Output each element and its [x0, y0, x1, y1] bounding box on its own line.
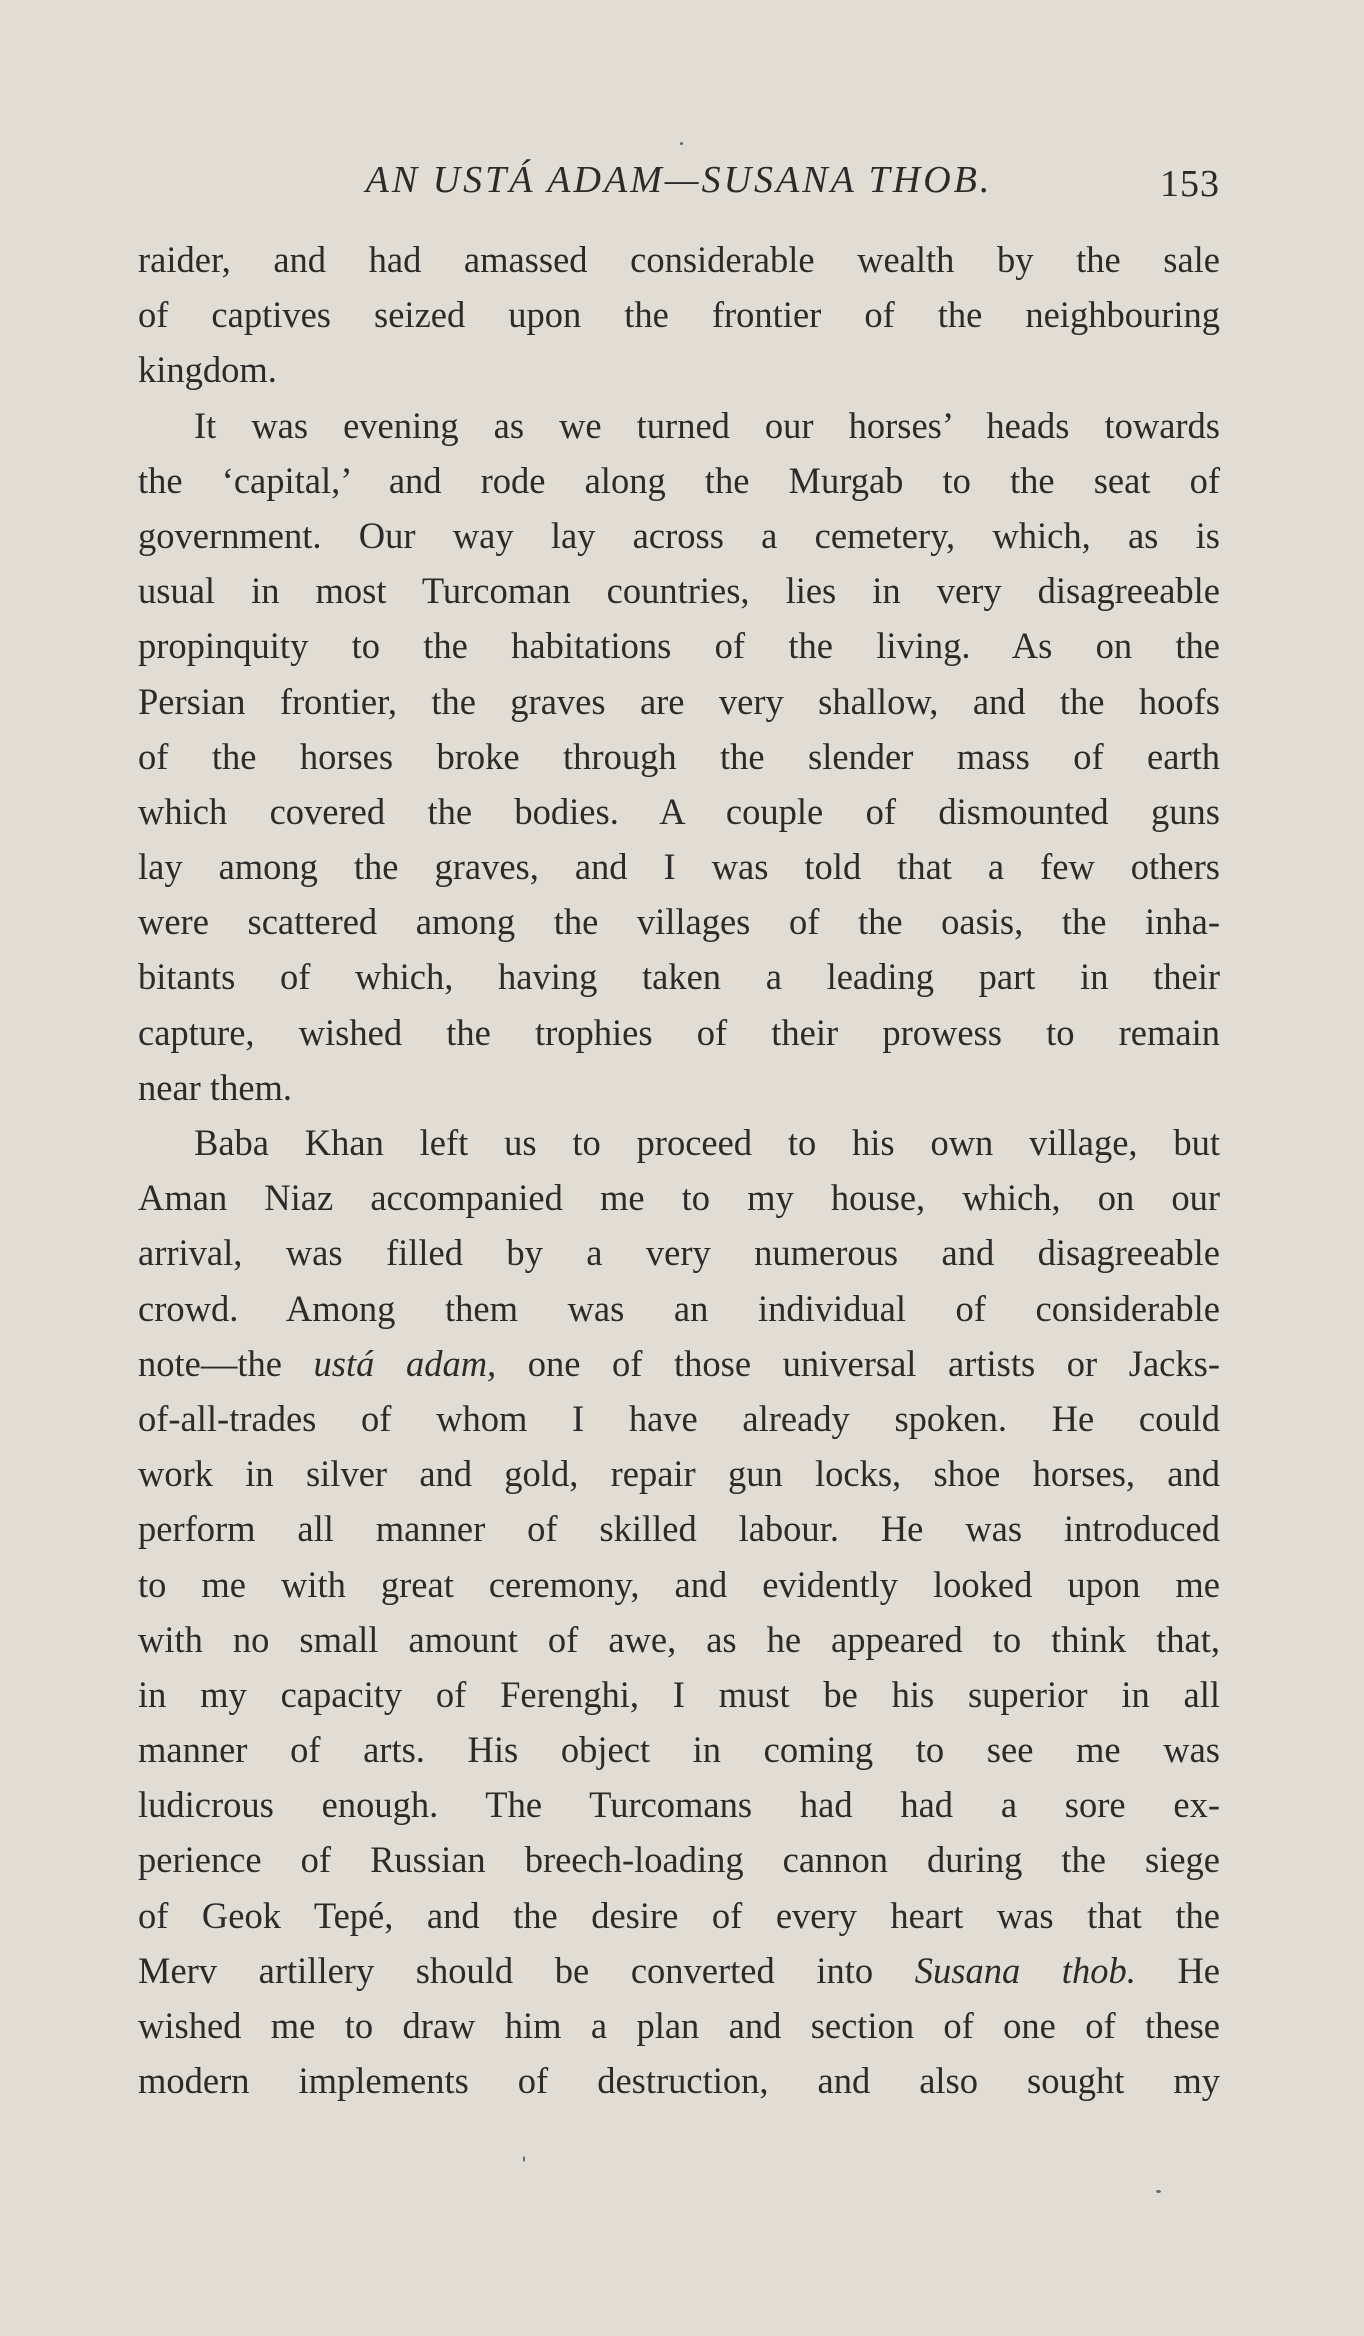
text-line: with no small amount of awe, as he appeared to think that,	[138, 1618, 1220, 1660]
paper-speck	[523, 2156, 525, 2162]
paper-speck	[1156, 2190, 1161, 2193]
text-line	[138, 1943, 1220, 1998]
text-segment: note—the	[138, 1342, 314, 1384]
text-line: of captives seized upon the frontier of the neighbouring	[138, 294, 1220, 336]
running-head	[138, 158, 1220, 208]
text-line: perform all manner of skilled labour. He was introduced	[138, 1508, 1220, 1550]
text-line: which covered the bodies. A couple of dismounted guns	[138, 790, 1220, 832]
text-line: modern implements of destruction, and also sought my	[138, 2060, 1220, 2102]
text-line: of Geok Tepé, and the desire of every heart was that the	[138, 1894, 1220, 1936]
text-line: propinquity to the habitations of the living. As on the	[138, 625, 1220, 667]
text-line: manner of arts. His object in coming to see me was	[138, 1729, 1220, 1771]
body-text	[138, 232, 1220, 2108]
text-line: ludicrous enough. The Turcomans had had a sore ex-	[138, 1784, 1220, 1826]
italic-term: ustá adam,	[313, 1342, 497, 1384]
paper-speck	[680, 142, 683, 145]
text-segment: Merv artillery should be converted into	[138, 1949, 915, 1991]
text-line: government. Our way lay across a cemetery, which, as is	[138, 514, 1220, 556]
text-segment: He	[1135, 1949, 1220, 1991]
text-line: Aman Niaz accompanied me to my house, which, on our	[138, 1177, 1220, 1219]
text-line: bitants of which, having taken a leading part in their	[138, 956, 1220, 998]
italic-term: Susana thob.	[914, 1949, 1136, 1991]
text-line: wished me to draw him a plan and section of one of these	[138, 2005, 1220, 2046]
text-line: the ‘capital,’ and rode along the Murgab to the seat of	[138, 459, 1220, 501]
text-line: near them.	[138, 1066, 293, 1108]
text-line: perience of Russian breech-loading cannon during the siege	[138, 1839, 1220, 1881]
text-line: arrival, was filled by a very numerous and disagreeable	[138, 1232, 1220, 1274]
text-line: Persian frontier, the graves are very shallow, and the hoofs	[138, 680, 1220, 722]
text-line: of-all-trades of whom I have already spoken. He could	[138, 1397, 1220, 1439]
text-line: Baba Khan left us to proceed to his own village, but	[194, 1122, 1220, 1163]
text-line	[138, 1336, 1220, 1391]
text-line: work in silver and gold, repair gun locks, shoe horses, and	[138, 1453, 1220, 1495]
text-line: kingdom.	[138, 349, 277, 391]
text-line: lay among the graves, and I was told that a few others	[138, 846, 1220, 888]
text-segment: one of those universal artists or Jacks-	[496, 1342, 1220, 1384]
text-line: in my capacity of Ferenghi, I must be his superior in all	[138, 1673, 1220, 1715]
text-line: crowd. Among them was an individual of considerable	[138, 1287, 1220, 1329]
text-line: raider, and had amassed considerable wealth by the sale	[138, 239, 1220, 280]
text-line: to me with great ceremony, and evidently looked upon me	[138, 1563, 1220, 1605]
running-title: AN USTÁ ADAM—SUSANA THOB.	[365, 159, 993, 201]
text-line: usual in most Turcoman countries, lies in very disagreeable	[138, 570, 1220, 612]
text-line: of the horses broke through the slender mass of earth	[138, 735, 1220, 777]
text-line: It was evening as we turned our horses’ heads towards	[194, 404, 1220, 446]
text-line: were scattered among the villages of the oasis, the inha-	[138, 901, 1220, 943]
page-number: 153	[1160, 163, 1220, 205]
text-line: capture, wished the trophies of their prowess to remain	[138, 1011, 1220, 1053]
